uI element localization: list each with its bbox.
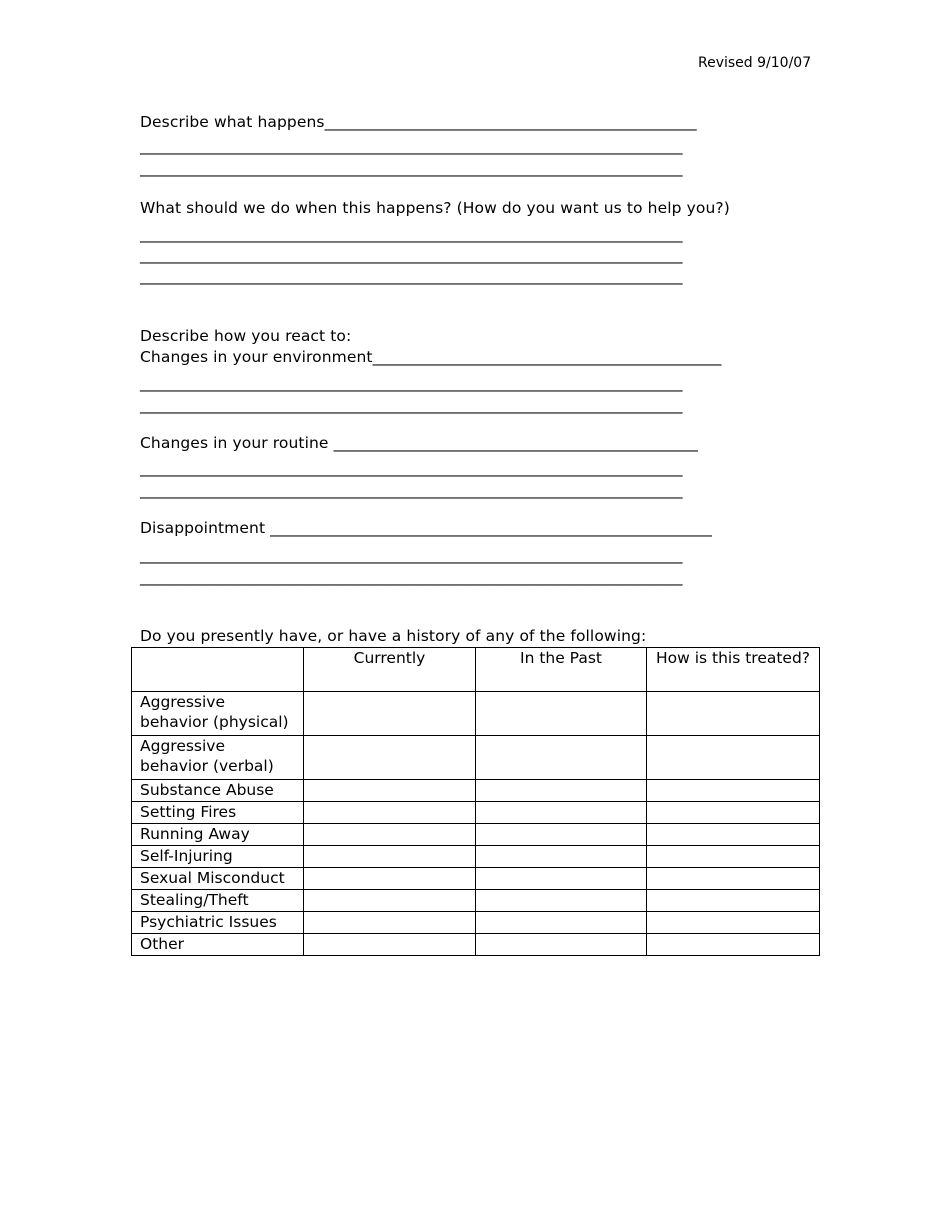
environment-label: Changes in your environment: [140, 348, 373, 366]
routine-label: Changes in your routine: [140, 434, 334, 452]
row-label-setting-fires: Setting Fires: [132, 802, 304, 824]
history-table: [131, 647, 820, 956]
table-row: [132, 890, 820, 912]
describe-happens-blank[interactable]: ________________________________________________: [324, 113, 697, 131]
table-header-row: [132, 648, 820, 692]
table-row: [132, 824, 820, 846]
environment-line-2[interactable]: ______________________________________________________________________: [140, 374, 683, 392]
row-label-aggressive-physical: Aggressive behavior (physical): [132, 692, 304, 736]
what-should-we-do-question: What should we do when this happens? (How do you want us to help you?): [140, 199, 730, 217]
row-label-sexual-misconduct: Sexual Misconduct: [132, 868, 304, 890]
describe-happens-line-3[interactable]: ______________________________________________________________________: [140, 159, 683, 177]
cell-how-treated[interactable]: [647, 912, 820, 934]
row-label-aggressive-verbal: Aggressive behavior (verbal): [132, 736, 304, 780]
cell-in-the-past[interactable]: [476, 824, 647, 846]
what-should-we-do-line-2[interactable]: ______________________________________________________________________: [140, 246, 683, 264]
cell-in-the-past[interactable]: [476, 846, 647, 868]
cell-currently[interactable]: [304, 736, 476, 780]
table-row: [132, 780, 820, 802]
environment-blank[interactable]: _____________________________________________: [372, 348, 722, 366]
environment-line-3[interactable]: ______________________________________________________________________: [140, 396, 683, 414]
cell-currently[interactable]: [304, 802, 476, 824]
cell-currently[interactable]: [304, 890, 476, 912]
cell-currently[interactable]: [304, 692, 476, 736]
cell-in-the-past[interactable]: [476, 692, 647, 736]
cell-how-treated[interactable]: [647, 692, 820, 736]
cell-currently[interactable]: [304, 824, 476, 846]
describe-happens-label: Describe what happens: [140, 113, 325, 131]
history-intro: Do you presently have, or have a history of any of the following:: [140, 627, 647, 645]
cell-how-treated[interactable]: [647, 802, 820, 824]
cell-currently[interactable]: [304, 934, 476, 956]
cell-how-treated[interactable]: [647, 846, 820, 868]
cell-in-the-past[interactable]: [476, 912, 647, 934]
cell-in-the-past[interactable]: [476, 736, 647, 780]
routine-row: [140, 433, 698, 453]
row-label-substance-abuse: Substance Abuse: [132, 780, 304, 802]
row-label-psychiatric-issues: Psychiatric Issues: [132, 912, 304, 934]
cell-in-the-past[interactable]: [476, 934, 647, 956]
routine-line-2[interactable]: ______________________________________________________________________: [140, 459, 683, 477]
cell-how-treated[interactable]: [647, 824, 820, 846]
table-row: [132, 736, 820, 780]
cell-currently[interactable]: [304, 868, 476, 890]
column-header-how-treated: How is this treated?: [647, 648, 820, 692]
disappointment-row: [140, 518, 712, 538]
cell-how-treated[interactable]: [647, 868, 820, 890]
column-header-in-the-past: In the Past: [476, 648, 647, 692]
table-row: [132, 868, 820, 890]
table-row: [132, 912, 820, 934]
cell-how-treated[interactable]: [647, 736, 820, 780]
react-to-intro: Describe how you react to:: [140, 327, 352, 345]
cell-how-treated[interactable]: [647, 890, 820, 912]
cell-in-the-past[interactable]: [476, 802, 647, 824]
cell-in-the-past[interactable]: [476, 890, 647, 912]
cell-in-the-past[interactable]: [476, 868, 647, 890]
what-should-we-do-line-3[interactable]: ______________________________________________________________________: [140, 267, 683, 285]
table-row: [132, 692, 820, 736]
what-should-we-do-line-1[interactable]: ______________________________________________________________________: [140, 225, 683, 243]
row-label-self-injuring: Self-Injuring: [132, 846, 304, 868]
row-label-stealing-theft: Stealing/Theft: [132, 890, 304, 912]
row-label-other: Other: [132, 934, 304, 956]
describe-happens-row: [140, 112, 697, 132]
column-header-currently: Currently: [304, 648, 476, 692]
row-label-running-away: Running Away: [132, 824, 304, 846]
table-row: [132, 802, 820, 824]
cell-currently[interactable]: [304, 912, 476, 934]
cell-how-treated[interactable]: [647, 934, 820, 956]
describe-happens-line-2[interactable]: ______________________________________________________________________: [140, 137, 683, 155]
routine-blank[interactable]: _______________________________________________: [333, 434, 698, 452]
cell-in-the-past[interactable]: [476, 780, 647, 802]
disappointment-line-3[interactable]: ______________________________________________________________________: [140, 568, 683, 586]
table-row: [132, 846, 820, 868]
cell-currently[interactable]: [304, 780, 476, 802]
environment-row: [140, 347, 721, 367]
disappointment-label: Disappointment: [140, 519, 271, 537]
cell-how-treated[interactable]: [647, 780, 820, 802]
routine-line-3[interactable]: ______________________________________________________________________: [140, 481, 683, 499]
cell-currently[interactable]: [304, 846, 476, 868]
disappointment-line-2[interactable]: ______________________________________________________________________: [140, 546, 683, 564]
revision-date: Revised 9/10/07: [698, 55, 812, 71]
disappointment-blank[interactable]: _________________________________________________________: [270, 519, 712, 537]
table-row: [132, 934, 820, 956]
column-header-blank: [132, 648, 304, 692]
